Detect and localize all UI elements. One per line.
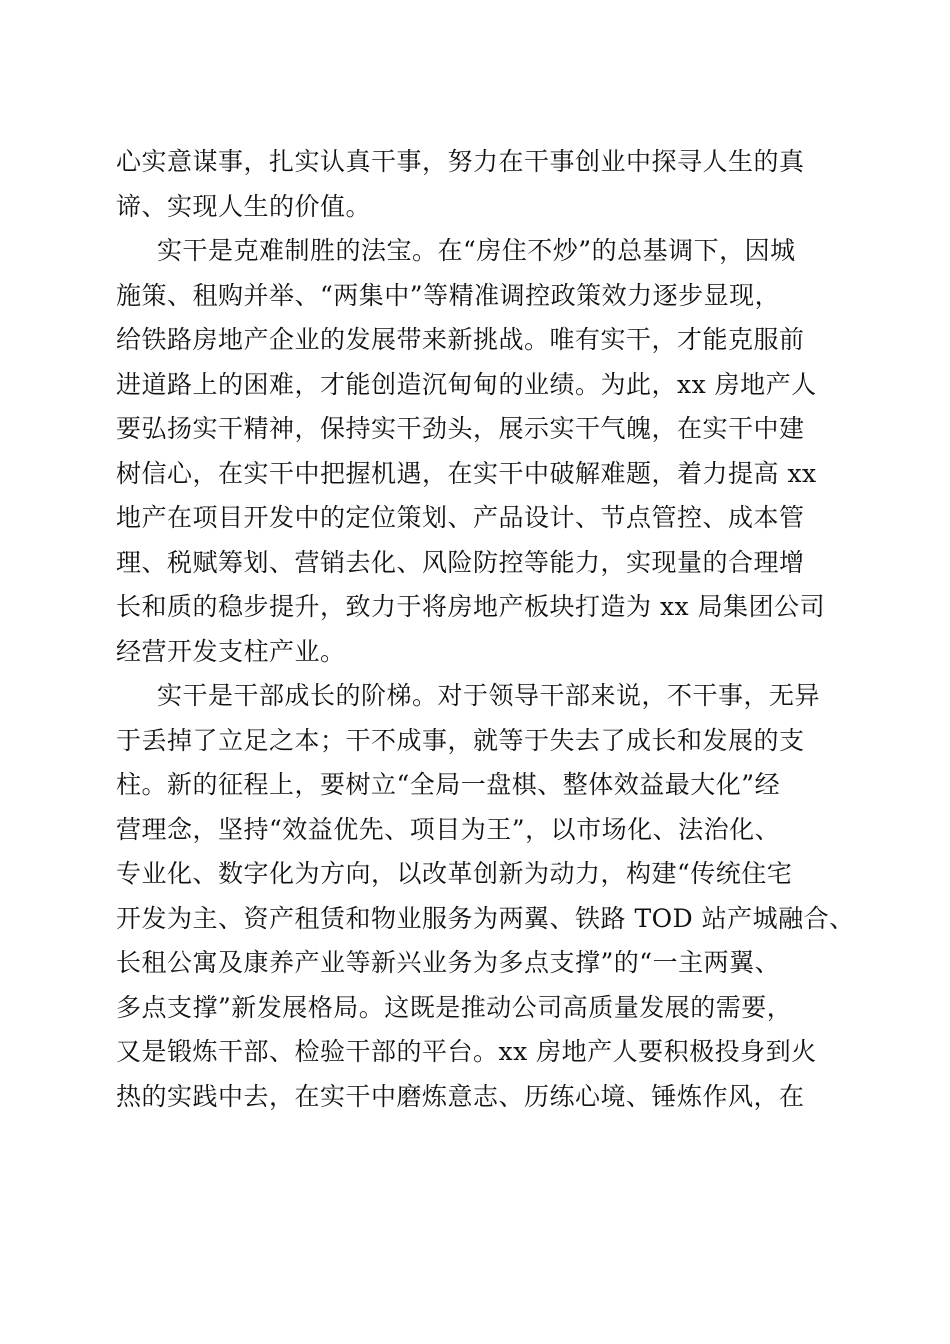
text-line: 实干是克难制胜的法宝。在“房住不炒”的总基调下，因城 [157, 236, 796, 265]
text-line: 长租公寓及康养产业等新兴业务为多点支撑”的“一主两翼、 [116, 948, 781, 977]
text-line: 开发为主、资产租赁和物业服务为两翼、铁路 TOD 站产城融合、 [116, 903, 855, 933]
text-line: 于丢掉了立足之本；干不成事，就等于失去了成长和发展的支 [116, 725, 805, 755]
text-line: 给铁路房地产企业的发展带来新挑战。唯有实干，才能克服前 [116, 325, 805, 354]
text-line: 心实意谋事，扎实认真干事，努力在干事创业中探寻人生的真 [116, 147, 805, 176]
text-line: 进道路上的困难，才能创造沉甸甸的业绩。为此，xx 房地产人 [116, 369, 817, 399]
text-line: 专业化、数字化为方向，以改革创新为动力，构建“传统住宅 [116, 859, 793, 888]
text-line: 谛、实现人生的价值。 [116, 191, 372, 221]
text-line: 长和质的稳步提升，致力于将房地产板块打造为 xx 局集团公司 [116, 592, 826, 621]
text-line: 多点支撑”新发展格局。这既是推动公司高质量发展的需要， [116, 992, 793, 1022]
text-line: 柱。新的征程上，要树立“全局一盘棋、整体效益最大化”经 [116, 770, 781, 799]
text-line: 营理念，坚持“效益优先、项目为王”，以市场化、法治化、 [116, 814, 781, 844]
text-line: 又是锻炼干部、检验干部的平台。xx 房地产人要积极投身到火 [116, 1037, 817, 1066]
text-line: 地产在项目开发中的定位策划、产品设计、节点管控、成本管 [116, 503, 805, 532]
text-line: 树信心，在实干中把握机遇，在实干中破解难题，着力提高 xx [116, 458, 817, 488]
text-line: 要弘扬实干精神，保持实干劲头，展示实干气魄，在实干中建 [116, 414, 805, 443]
text-line: 热的实践中去，在实干中磨炼意志、历练心境、锤炼作风，在 [116, 1081, 805, 1111]
text-line: 施策、租购并举、“两集中”等精准调控政策效力逐步显现， [116, 280, 781, 310]
body-text [116, 140, 855, 1119]
text-line: 实干是干部成长的阶梯。对于领导干部来说，不干事，无异 [157, 681, 821, 710]
text-line: 经营开发支柱产业。 [116, 636, 346, 666]
text-line: 理、税赋筹划、营销去化、风险防控等能力，实现量的合理增 [116, 547, 805, 577]
